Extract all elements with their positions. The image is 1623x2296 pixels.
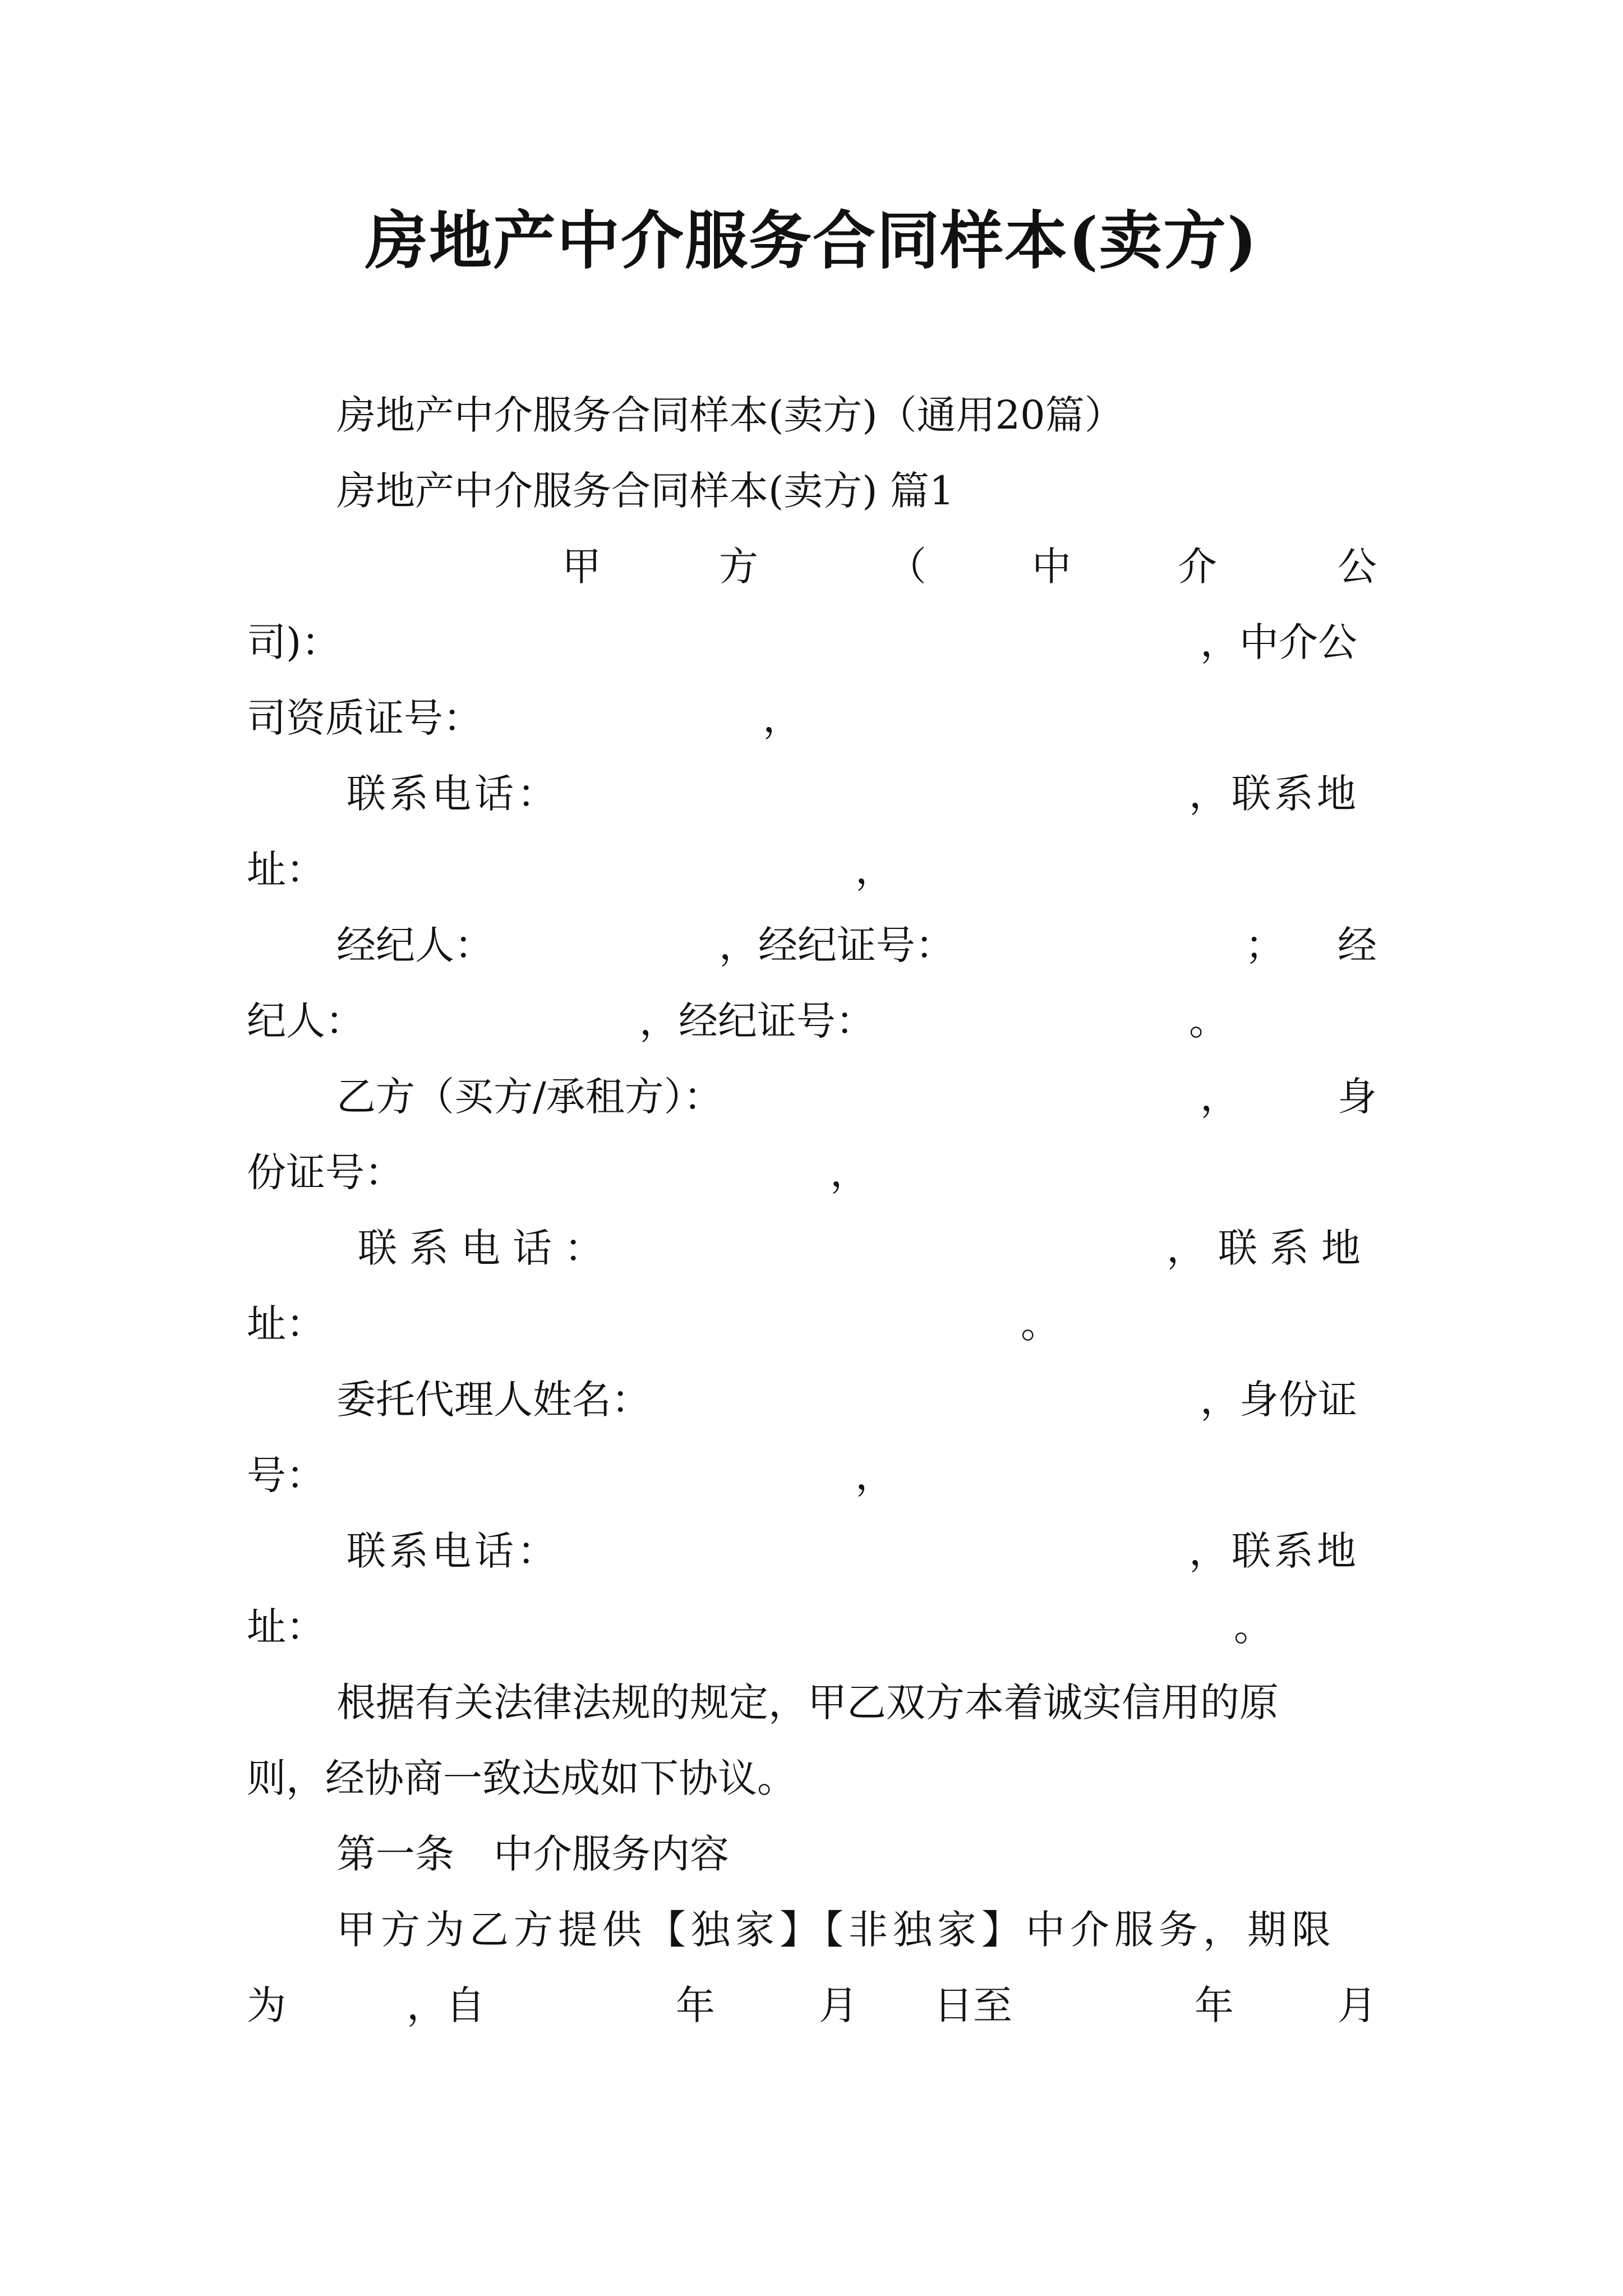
text: 。 — [1234, 1604, 1273, 1650]
text: 。 — [1021, 1301, 1060, 1347]
text: 联系电话： — [358, 1225, 616, 1271]
text: 址： — [247, 1604, 325, 1650]
text: ， — [855, 846, 895, 892]
subtitle: 房地产中介服务合同样本(卖方)（通用20篇） — [336, 392, 1124, 438]
party-a-char: 公 — [1338, 544, 1377, 590]
text: 月 — [1338, 1982, 1377, 2028]
text: 纪人： — [247, 998, 365, 1044]
party-b-address — [247, 1296, 1377, 1352]
proxy-phone — [247, 1523, 1377, 1579]
party-a-agent — [247, 917, 1377, 973]
text: ，经纪证号： — [719, 922, 955, 968]
text: 年 — [676, 1982, 715, 2028]
text: 乙方（买方/承租方）： — [336, 1074, 723, 1120]
party-a-header-row — [247, 539, 1377, 595]
party-b-phone — [247, 1220, 1377, 1276]
text: ，经纪证号： — [639, 998, 875, 1044]
text: ， — [830, 1149, 869, 1195]
section-heading: 房地产中介服务合同样本(卖方) 篇1 — [336, 468, 955, 514]
text: ，联系地 — [1166, 1225, 1373, 1271]
party-a-license — [247, 690, 1377, 746]
text: 号： — [247, 1452, 325, 1498]
party-a-char: 介 — [1178, 544, 1217, 590]
text: 委托代理人姓名： — [336, 1377, 651, 1423]
party-b-id — [247, 1144, 1377, 1200]
text: 址： — [247, 1301, 325, 1347]
proxy-address — [247, 1599, 1377, 1655]
text: 经纪人： — [336, 922, 494, 968]
party-b-label — [247, 1069, 1377, 1125]
party-a-char: 方 — [719, 544, 758, 590]
text: 联系电话： — [347, 771, 560, 817]
text: 。 — [1189, 998, 1228, 1044]
text: 月 — [819, 1982, 858, 2028]
text: ，联系地 — [1189, 1528, 1359, 1574]
text: ， — [763, 695, 802, 741]
text: ，联系地 — [1189, 771, 1359, 817]
party-a-address — [247, 841, 1377, 898]
party-a-phone — [247, 766, 1377, 822]
text: ， — [1200, 1074, 1239, 1120]
text: 身 — [1338, 1074, 1377, 1120]
proxy-id — [247, 1447, 1377, 1503]
article-heading: 第一条 中介服务内容 — [336, 1831, 729, 1877]
text: 司)： — [247, 619, 341, 665]
party-a-char: 甲 — [562, 544, 601, 590]
text: 份证号： — [247, 1149, 404, 1195]
text: 经 — [1338, 922, 1377, 968]
text: ； — [1245, 922, 1284, 968]
document-title: 房地产中介服务合同样本(卖方) — [365, 204, 1258, 278]
party-a-char: 中 — [1032, 544, 1071, 590]
text: ， — [855, 1452, 895, 1498]
party-a-line2 — [247, 614, 1377, 670]
text: 址： — [247, 846, 325, 892]
text: 年 — [1195, 1982, 1234, 2028]
text: ，中介公 — [1200, 619, 1357, 665]
text: 联系电话： — [347, 1528, 560, 1574]
paragraph-line: 根据有关法律法规的规定，甲乙双方本着诚实信用的原 — [336, 1680, 1279, 1726]
text: ，自 — [407, 1982, 485, 2028]
paragraph-line: 则，经协商一致达成如下协议。 — [247, 1755, 796, 1801]
proxy-name — [247, 1372, 1377, 1428]
paragraph-line: 甲方为乙方提供【独家】【非独家】中介服务，期限 — [336, 1907, 1336, 1953]
text: 为 — [247, 1982, 286, 2028]
article1-date-line — [247, 1977, 1377, 2033]
text: 司资质证号： — [247, 695, 482, 741]
text: ，身份证 — [1200, 1377, 1357, 1423]
party-a-agent2 — [247, 993, 1377, 1049]
party-a-char: （ — [887, 544, 926, 590]
text: 日至 — [934, 1982, 1012, 2028]
